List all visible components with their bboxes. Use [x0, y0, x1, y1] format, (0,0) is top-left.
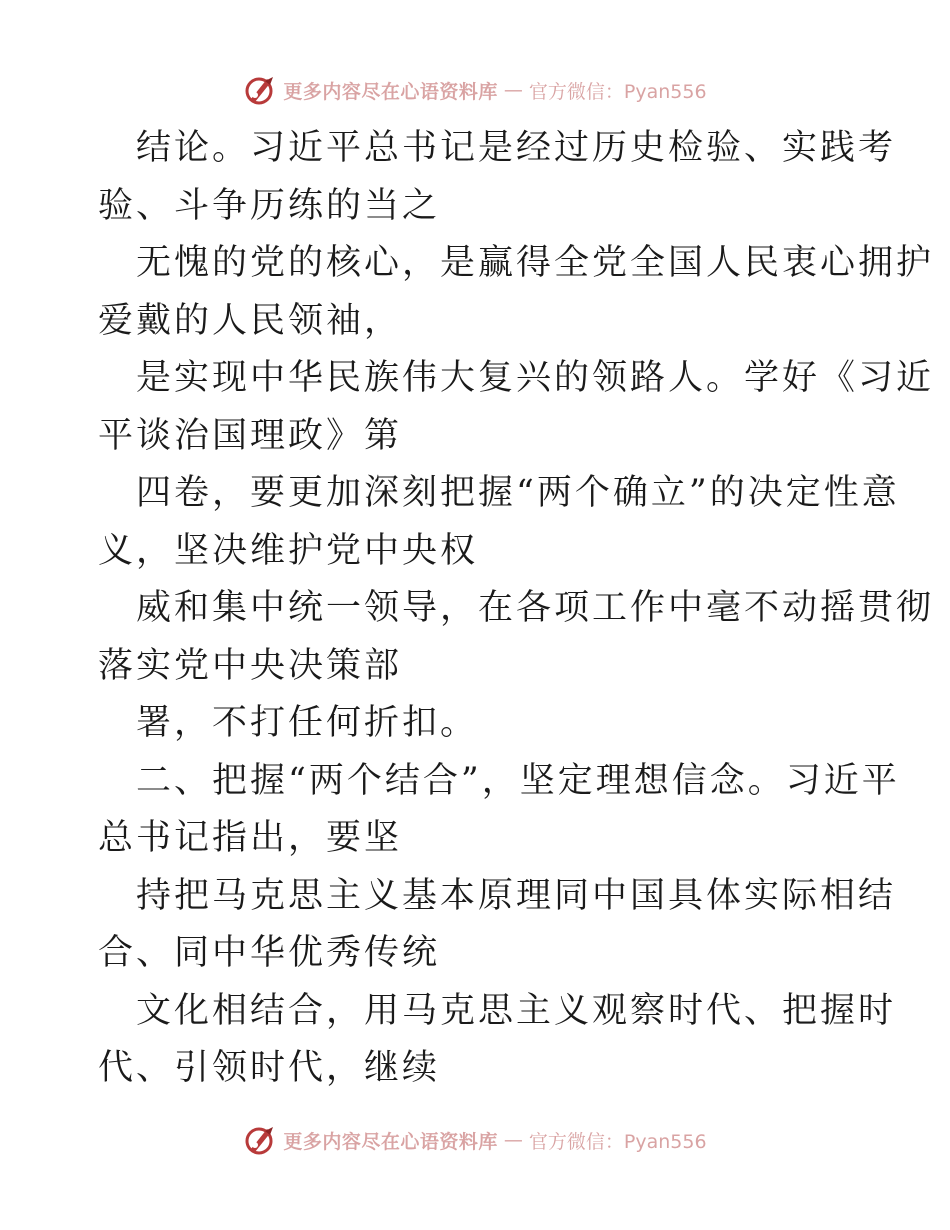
banner-title: 更多内容尽在心语资料库: [283, 1130, 498, 1153]
pen-globe-logo-icon: [243, 73, 277, 107]
text-line: 文化相结合，用马克思主义观察时代、把握时: [136, 990, 897, 1031]
text-line: 代、引领时代，继续: [98, 1048, 441, 1088]
banner-separator: —: [503, 79, 523, 101]
text-line: 爱戴的人民领袖，: [98, 300, 403, 341]
text-line: 结论。习近平总书记是经过历史检验、实践考: [136, 128, 897, 168]
header-banner: [0, 70, 950, 110]
text-line: 无愧的党的核心，是赢得全党全国人民衷心拥护: [136, 243, 935, 283]
text-line: 合、同中华优秀传统: [98, 933, 441, 973]
document-body: [98, 120, 935, 1098]
text-line: 落实党中央决策部: [98, 645, 403, 686]
text-line: 总书记指出，要坚: [98, 818, 403, 858]
banner-title: 更多内容尽在心语资料库: [283, 80, 498, 103]
text-line: 验、斗争历练的当之: [98, 185, 441, 226]
text-line: 义，坚决维护党中央权: [98, 530, 479, 571]
banner-wechat: 官方微信：Pyan556: [528, 1130, 707, 1153]
banner-wechat: 官方微信：Pyan556: [528, 80, 707, 103]
text-line: 署，不打任何折扣。: [136, 703, 479, 743]
text-line: 持把马克思主义基本原理同中国具体实际相结: [136, 875, 897, 916]
banner-separator: —: [503, 1129, 523, 1151]
text-line: 是实现中华民族伟大复兴的领路人。学好《习近: [136, 358, 935, 398]
text-line: 二、把握“两个结合”，坚定理想信念。习近平: [136, 760, 900, 801]
text-line: 四卷，要更加深刻把握“两个确立”的决定性意: [136, 473, 900, 513]
footer-banner: [0, 1120, 950, 1160]
pen-globe-logo-icon: [243, 1123, 277, 1157]
text-line: 威和集中统一领导，在各项工作中毫不动摇贯彻: [136, 588, 935, 628]
text-line: 平谈治国理政》第: [98, 415, 403, 456]
